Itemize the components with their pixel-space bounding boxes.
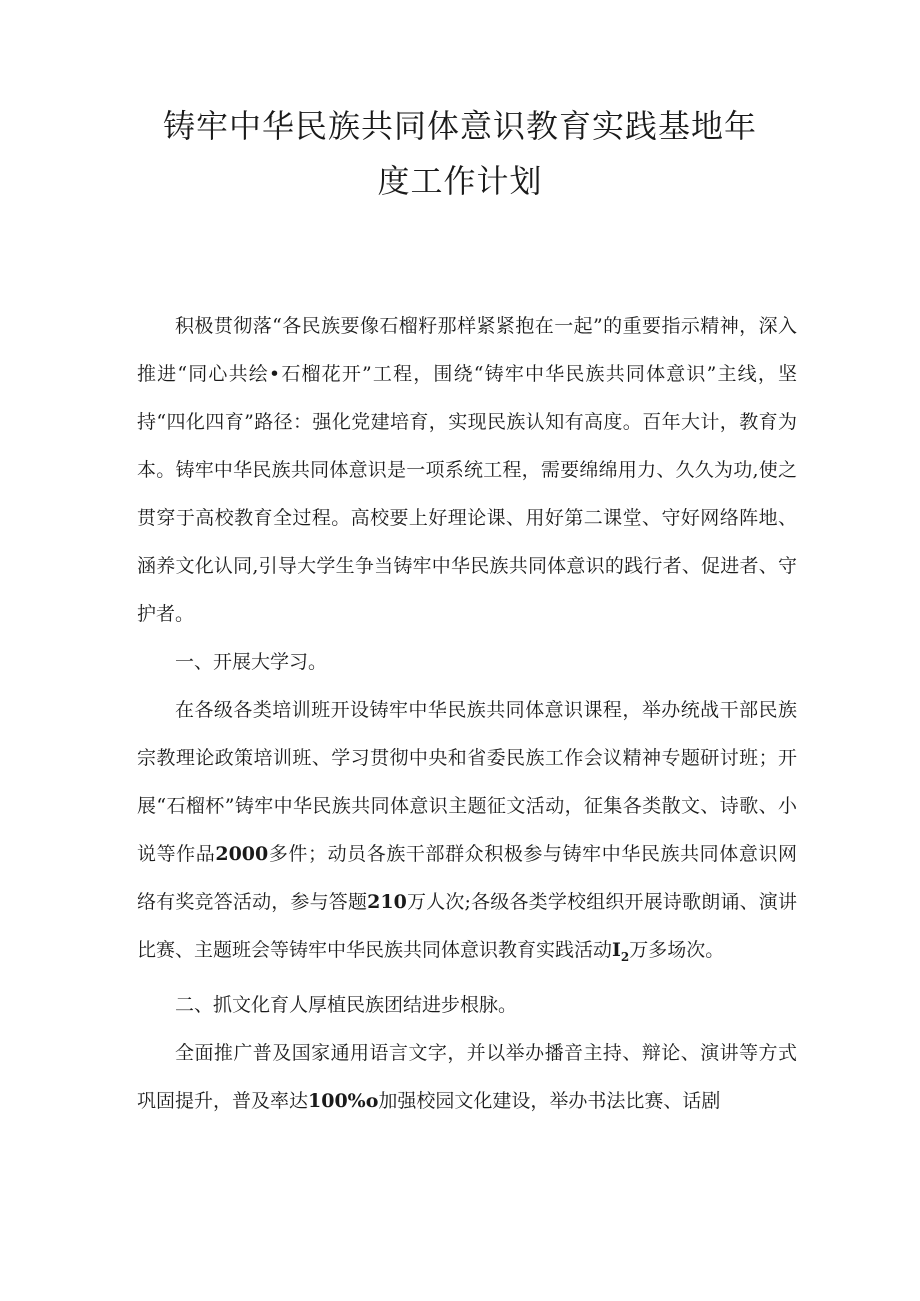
section-1-number-c [612,939,630,964]
document-title-line-2: 度工作计划 [377,162,543,200]
section-1-text-a: 在各级各类培训班开设铸牢中华民族共同体意识课程，举办统战干部民族宗教理论政策培训班、学习贯彻中央和省委民族工作会议精神专题研讨班；开展“石榴杯”铸牢中华民族共同体意识主题征文活动，征集各类散文、诗歌、小说等作品 [137,699,797,865]
section-2-number-a: 100%o [308,1089,379,1112]
section-1-text-c: 万人次;各级各类学校组织开展诗歌朗诵、演讲比赛、主题班会等铸牢中华民族共同体意识教育实践活动 [137,891,797,961]
document-title-line-1: 铸牢中华民族共同体意识教育实践基地年 [162,107,757,145]
section-1-paragraph [137,686,797,981]
section-heading-2: 二、抓文化育人厚植民族团结进步根脉。 [175,993,518,1016]
section-2-text-a: 全面推广普及国家通用语言文字，并以举办播音主持、辩论、演讲等方式巩固提升，普及率达 [137,1041,797,1112]
section-1-number-c-sub: 2 [620,949,630,964]
section-1-number-b: 210 [367,891,407,913]
section-1-text-d: 万多场次。 [629,939,725,961]
document-body [137,302,797,1125]
section-1-number-c-main: I [612,939,621,961]
section-1-number-a: 2000 [215,843,269,865]
section-heading-1: 一、开展大学习。 [175,651,328,673]
section-2-paragraph [137,1029,797,1125]
section-2-text-b: 加强校园文化建设，举办书法比赛、话剧 [378,1089,721,1112]
section-1-text-b: 多件；动员各族干部群众积极参与铸牢中华民族共同体意识网络有奖竞答活动，参与答题 [137,843,797,913]
intro-paragraph: 积极贯彻落“各民族要像石榴籽那样紧紧抱在一起”的重要指示精神，深入推进“同心共绘•石榴花开”工程，围绕“铸牢中华民族共同体意识”主线，坚持“四化四育”路径：强化党建培育，实现民族认知有高度。百年大计，教育为本。铸牢中华民族共同体意识是一项系统工程，需要绵绵用力、久久为功,使之贯穿于高校教育全过程。高校要上好理论课、用好第二课堂、守好网络阵地、涵养文化认同,引导大学生争当铸牢中华民族共同体意识的践行者、促进者、守护者。 [137,315,797,625]
